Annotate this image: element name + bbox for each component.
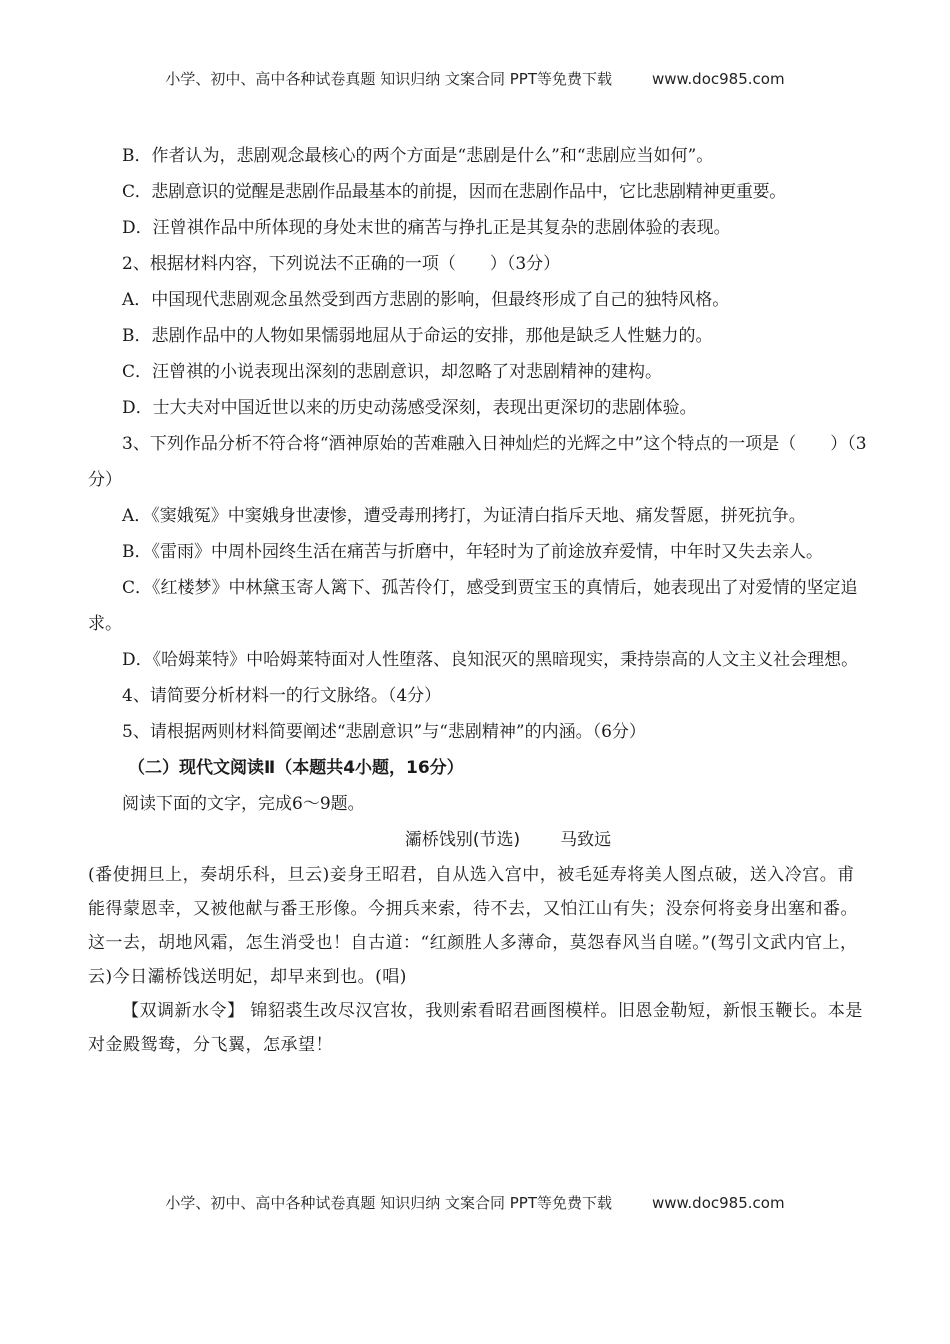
- passage-title-line: [88, 822, 868, 858]
- q2-stem: 2、根据材料内容，下列说法不正确的一项（ ）（3分）: [122, 254, 561, 274]
- footer-text: 小学、初中、高中各种试卷真题 知识归纳 文案合同 PPT等免费下载: [165, 1194, 612, 1212]
- q2-option-a: A．中国现代悲剧观念虽然受到西方悲剧的影响，但最终形成了自己的独特风格。: [122, 290, 730, 310]
- q3-option-a: A．《窦娥冤》中窦娥身世凄惨，遭受毒刑拷打，为证清白指斥天地、痛发誓愿，拼死抗争。: [122, 506, 806, 526]
- page-header: [0, 68, 950, 89]
- header-url[interactable]: www.doc985.com: [651, 70, 785, 88]
- q4-stem: 4、请简要分析材料一的行文脉络。（4分）: [122, 686, 442, 706]
- header-text: 小学、初中、高中各种试卷真题 知识归纳 文案合同 PPT等免费下载: [165, 70, 612, 88]
- q1-option-c: C．悲剧意识的觉醒是悲剧作品最基本的前提，因而在悲剧作品中，它比悲剧精神更重要。: [122, 182, 787, 202]
- q2-option-d: D．士大夫对中国近世以来的历史动荡感受深刻，表现出更深切的悲剧体验。: [122, 398, 697, 418]
- q5-stem: 5、请根据两则材料简要阐述“悲剧意识”与“悲剧精神”的内涵。（6分）: [122, 722, 646, 742]
- footer-url[interactable]: www.doc985.com: [651, 1194, 785, 1212]
- q2-option-c: C．汪曾祺的小说表现出深刻的悲剧意识，却忽略了对悲剧精神的建构。: [122, 362, 663, 382]
- q3-option-c: C．《红楼梦》中林黛玉寄人篱下、孤苦伶仃，感受到贾宝玉的真情后，她表现出了对爱情的坚定追求。: [88, 578, 858, 634]
- section-heading: （二）现代文阅读Ⅱ（本题共4小题，16分）: [128, 758, 464, 778]
- passage-author: 马致远: [560, 830, 612, 850]
- page-footer: [0, 1192, 950, 1213]
- passage-paragraph-1: (番使拥旦上，奏胡乐科，旦云)妾身王昭君，自从选入宫中，被毛延寿将美人图点破，送入冷宫。甫能得蒙恩幸，又被他献与番王形像。今拥兵来索，待不去，又怕江山有失；没奈何将妾身出塞和番。这一去，胡地风霜，怎生消受也！自古道：“红颜胜人多薄命，莫怨春风当自嗟。”(驾引文武内官上，云)今日灞桥饯送明妃，却早来到也。(唱): [88, 865, 858, 987]
- q3-option-b: B．《雷雨》中周朴园终生活在痛苦与折磨中，年轻时为了前途放弃爱情，中年时又失去亲人。: [122, 542, 823, 562]
- reading-instruction: 阅读下面的文字，完成6～9题。: [122, 794, 365, 814]
- q1-option-b: B．作者认为，悲剧观念最核心的两个方面是“悲剧是什么”和“悲剧应当如何”。: [122, 146, 714, 166]
- passage-title: 灞桥饯别(节选): [404, 830, 521, 850]
- document-body: [88, 138, 868, 1062]
- passage-paragraph-2: 【双调新水令】 锦貂裘生改尽汉宫妆，我则索看昭君画图模样。旧恩金勒短，新恨玉鞭长。本是对金殿鸳鸯，分飞翼，怎承望！: [88, 1001, 863, 1055]
- q3-option-d: D．《哈姆莱特》中哈姆莱特面对人性堕落、良知泯灭的黑暗现实，秉持崇高的人文主义社会理想。: [122, 650, 859, 670]
- q2-option-b: B．悲剧作品中的人物如果懦弱地屈从于命运的安排，那他是缺乏人性魅力的。: [122, 326, 713, 346]
- q3-stem: 3、下列作品分析不符合将“酒神原始的苦难融入日神灿烂的光辉之中”这个特点的一项是（ ）（3分）: [88, 434, 867, 490]
- q1-option-d: D．汪曾祺作品中所体现的身处末世的痛苦与挣扎正是其复杂的悲剧体验的表现。: [122, 218, 731, 238]
